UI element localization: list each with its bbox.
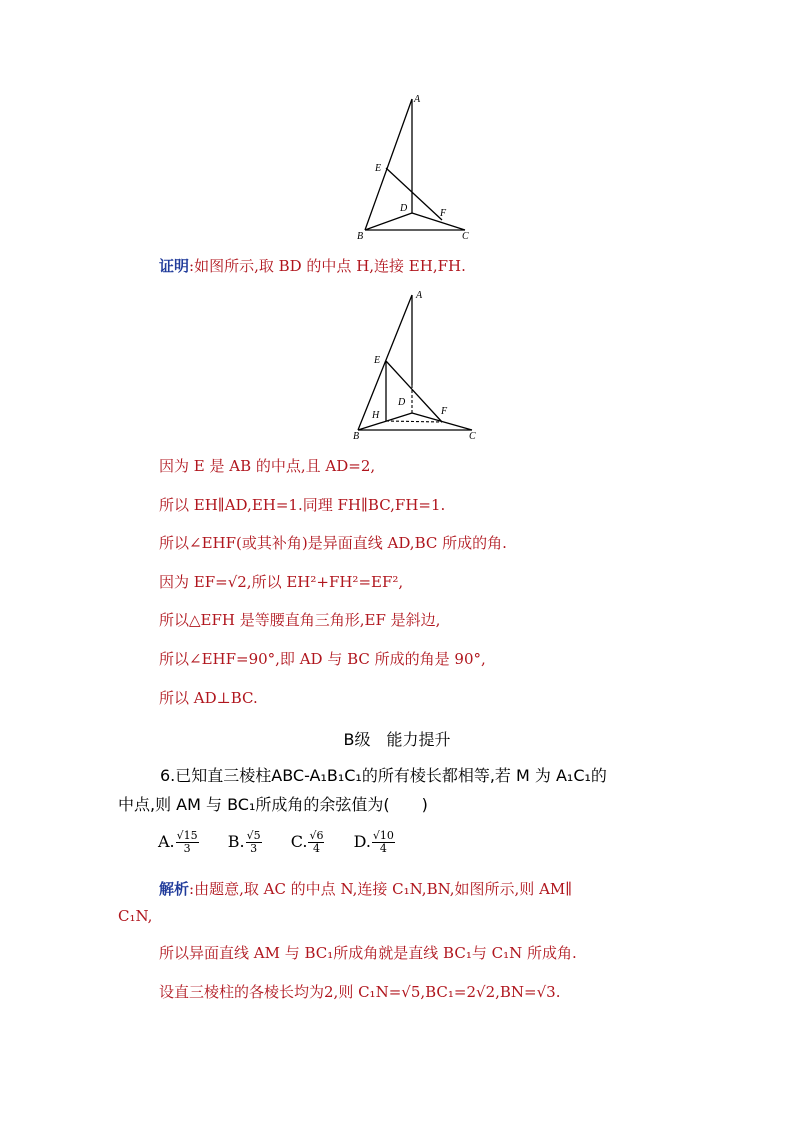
solution-line-3: 所以异面直线 AM 与 BC₁所成角就是直线 BC₁与 C₁N 所成角. bbox=[159, 944, 577, 962]
proof-line-5: 所以△EFH 是等腰直角三角形,EF 是斜边, bbox=[159, 611, 441, 629]
label-A: A bbox=[414, 94, 421, 105]
proof-heading: 证明 bbox=[159, 257, 190, 275]
option-c[interactable]: C. $\frac{√6}{4}$ bbox=[290, 829, 324, 855]
section-title: B级 能力提升 bbox=[343, 730, 451, 749]
tetrahedron-figure-1 bbox=[355, 92, 480, 242]
option-a[interactable]: A. $\frac{√15}{3}$ bbox=[158, 829, 198, 855]
answer-options bbox=[158, 830, 419, 855]
label-D2: D bbox=[398, 397, 406, 408]
proof-intro-text: :如图所示,取 BD 的中点 H,连接 EH,FH. bbox=[189, 257, 466, 275]
label-E2: E bbox=[374, 355, 381, 366]
label-C2: C bbox=[469, 431, 476, 442]
label-B: B bbox=[357, 231, 364, 242]
question-line-2: 中点,则 AM 与 BC₁所成角的余弦值为( ) bbox=[118, 795, 428, 814]
proof-line-2: 所以 EH∥AD,EH=1.同理 FH∥BC,FH=1. bbox=[159, 496, 446, 514]
solution-line-2: C₁N, bbox=[118, 907, 153, 925]
label-F2: F bbox=[441, 406, 448, 417]
proof-line-3: 所以∠EHF(或其补角)是异面直线 AD,BC 所成的角. bbox=[159, 534, 507, 552]
label-C: C bbox=[462, 231, 469, 242]
solution-line-1 bbox=[159, 879, 572, 899]
label-D: D bbox=[400, 203, 408, 214]
proof-line-6: 所以∠EHF=90°,即 AD 与 BC 所成的角是 90°, bbox=[159, 650, 486, 668]
label-E: E bbox=[375, 163, 382, 174]
solution-line-4: 设直三棱柱的各棱长均为2,则 C₁N=√5,BC₁=2√2,BN=√3. bbox=[159, 983, 561, 1001]
solution-heading: 解析 bbox=[159, 880, 190, 898]
option-d[interactable]: D. $\frac{√10}{4}$ bbox=[353, 829, 394, 855]
label-A2: A bbox=[416, 290, 423, 301]
proof-line-1: 因为 E 是 AB 的中点,且 AD=2, bbox=[159, 457, 376, 475]
tetrahedron-figure-2 bbox=[350, 290, 480, 442]
proof-line-4: 因为 EF=√2,所以 EH²+FH²=EF², bbox=[159, 573, 404, 591]
proof-intro bbox=[159, 256, 466, 276]
label-F: F bbox=[440, 208, 447, 219]
option-b[interactable]: B. $\frac{√5}{3}$ bbox=[227, 829, 261, 855]
solution-line-1-text: :由题意,取 AC 的中点 N,连接 C₁N,BN,如图所示,则 AM∥ bbox=[189, 880, 573, 898]
proof-line-7: 所以 AD⊥BC. bbox=[159, 689, 258, 707]
question-line-1: 6.已知直三棱柱ABC-A₁B₁C₁的所有棱长都相等,若 M 为 A₁C₁的 bbox=[160, 766, 607, 785]
label-H2: H bbox=[372, 410, 380, 421]
label-B2: B bbox=[353, 431, 360, 442]
